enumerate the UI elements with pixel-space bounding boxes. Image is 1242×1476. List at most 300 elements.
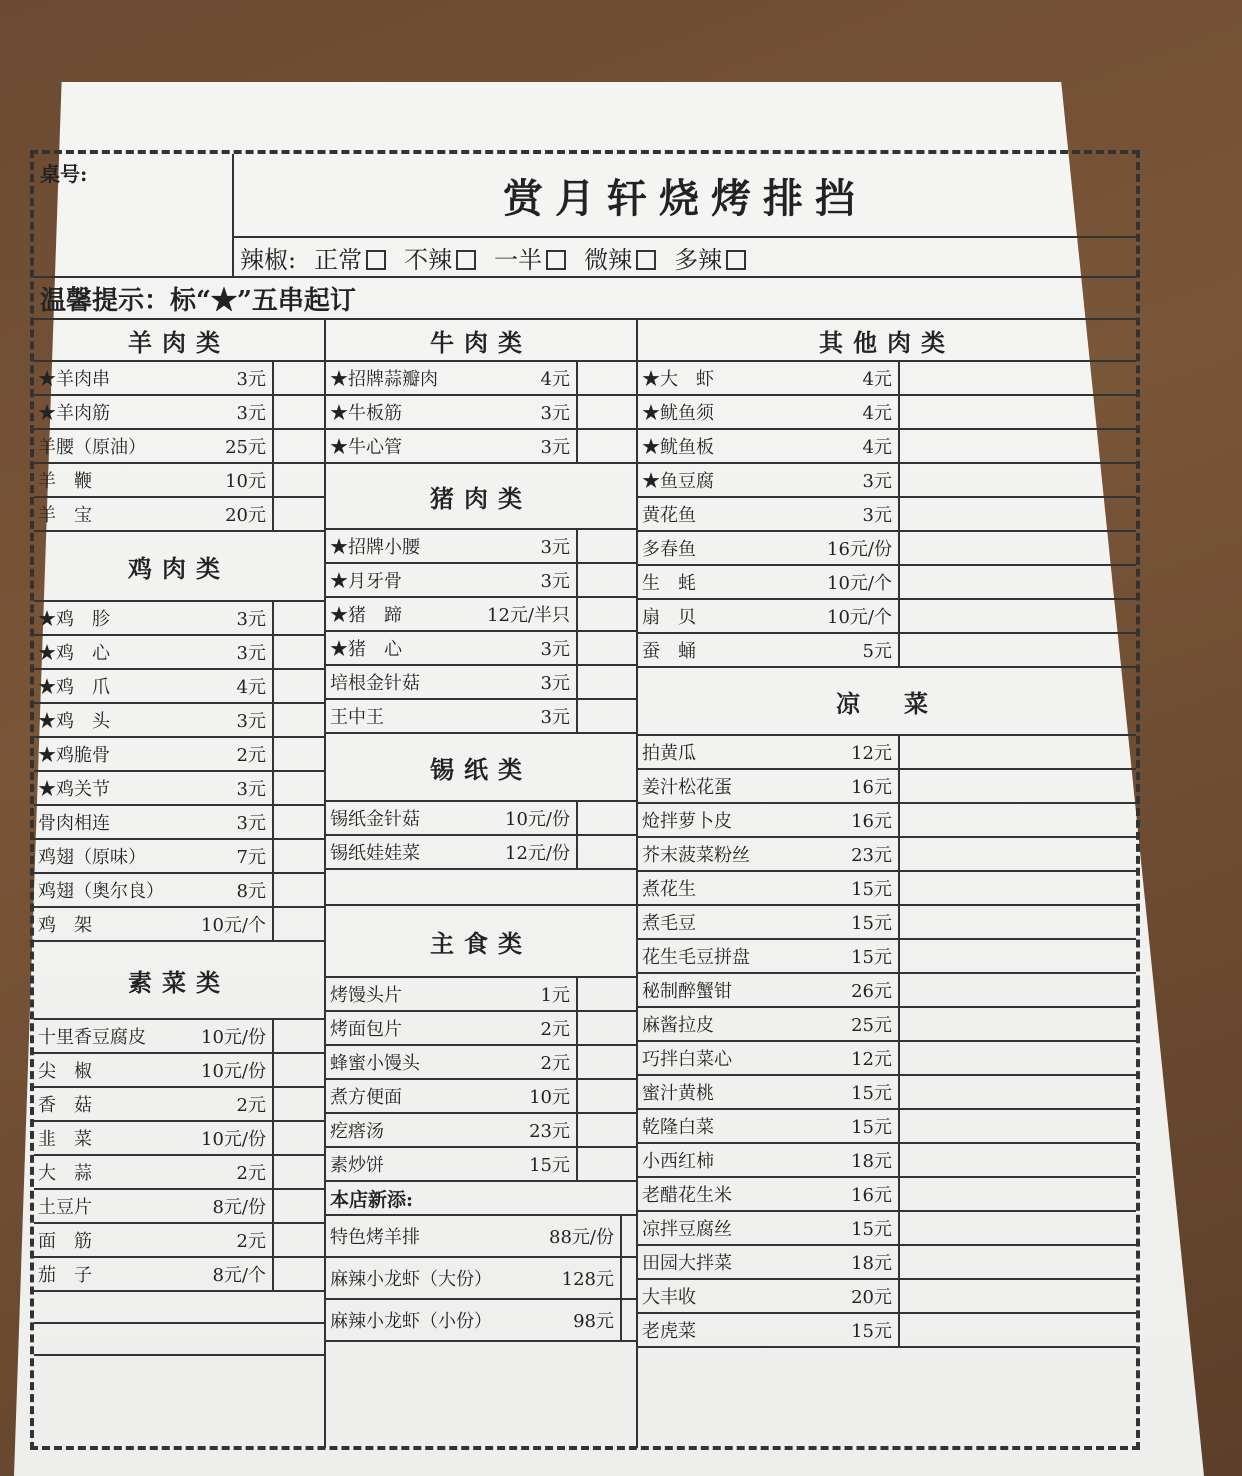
menu-item-row [326,1046,636,1080]
menu-item-price: 4元 [540,369,570,390]
menu-item-row [34,1054,324,1088]
menu-item-price: 3元 [236,711,266,732]
quantity-box[interactable] [576,564,636,596]
menu-item-name: ★猪 心 [330,639,402,660]
quantity-box[interactable] [576,802,636,834]
quantity-box[interactable] [272,772,324,804]
menu-item-name: 香 菇 [38,1095,92,1116]
menu-item-name: ★鱼豆腐 [642,471,714,492]
menu-item-price: 15元 [851,1219,892,1240]
menu-item-row [638,566,1136,600]
menu-item-row [638,804,1136,838]
menu-item-price: 15元 [851,947,892,968]
quantity-box[interactable] [898,362,1136,394]
menu-item-name: 小西红柿 [642,1151,714,1172]
quantity-box[interactable] [272,396,324,428]
table-number-label: 桌号: [40,162,88,186]
menu-columns [34,320,1136,1448]
menu-item-price: 2元 [236,1231,266,1252]
menu-item-price: 8元/份 [212,1197,266,1218]
quantity-box[interactable] [576,666,636,698]
quantity-box[interactable] [272,908,324,940]
menu-item-name: 麻酱拉皮 [642,1015,714,1036]
quantity-box[interactable] [620,1300,636,1340]
blank-row [34,1292,324,1324]
menu-item-price: 10元/份 [201,1061,266,1082]
menu-item-name: 煮花生 [642,879,696,900]
menu-item-price: 12元/半只 [487,605,570,626]
menu-item-row [326,666,636,700]
menu-item-price: 23元 [529,1121,570,1142]
quantity-box[interactable] [898,1246,1136,1278]
menu-item-name: 素炒饼 [330,1155,384,1176]
menu-item-row [638,940,1136,974]
menu-item-price: 15元 [529,1155,570,1176]
spice-label: 辣椒: [240,245,297,274]
menu-item-price: 15元 [851,1117,892,1138]
menu-item-name: 煮方便面 [330,1087,402,1108]
menu-item-row [638,906,1136,940]
quantity-box[interactable] [576,978,636,1010]
quantity-box[interactable] [898,430,1136,462]
blank-row [34,1324,324,1356]
section-title: 锡纸类 [326,734,636,802]
menu-item-row [34,1020,324,1054]
menu-item-price: 15元 [851,1083,892,1104]
spice-option-mild[interactable]: 微辣 [584,240,656,275]
spice-option-normal[interactable]: 正常 [314,240,386,275]
menu-item-row [326,1080,636,1114]
quantity-box[interactable] [898,736,1136,768]
menu-item-name: 烤面包片 [330,1019,402,1040]
menu-item-price: 18元 [851,1151,892,1172]
quantity-box[interactable] [898,1144,1136,1176]
menu-item-row [34,806,324,840]
menu-item-name: ★鸡关节 [38,779,110,800]
menu-item-price: 25元 [851,1015,892,1036]
menu-item-name: ★鱿鱼板 [642,437,714,458]
quantity-box[interactable] [898,498,1136,530]
quantity-box[interactable] [576,1114,636,1146]
menu-item-price: 23元 [851,845,892,866]
menu-form [30,150,1140,1450]
menu-item-row [638,396,1136,430]
menu-item-row [638,532,1136,566]
menu-item-row [638,736,1136,770]
menu-item-name: 烤馒头片 [330,985,402,1006]
quantity-box[interactable] [620,1258,636,1298]
menu-item-price: 3元 [236,643,266,664]
quantity-box[interactable] [898,464,1136,496]
menu-item-row [638,362,1136,396]
notice-banner: 温馨提示：标“★”五串起订 [34,278,1136,320]
quantity-box[interactable] [898,396,1136,428]
menu-item-row [638,1280,1136,1314]
quantity-box[interactable] [272,1156,324,1188]
menu-item-row [34,874,324,908]
menu-item-price: 10元/份 [505,809,570,830]
menu-item-price: 3元 [540,537,570,558]
menu-item-row [326,1148,636,1182]
menu-item-price: 3元 [540,673,570,694]
menu-item-name: ★鸡脆骨 [38,745,110,766]
quantity-box[interactable] [272,464,324,496]
menu-item-row [34,636,324,670]
menu-item-name: 芥末菠菜粉丝 [642,845,750,866]
menu-item-name: 蜜汁黄桃 [642,1083,714,1104]
menu-item-name: 乾隆白菜 [642,1117,714,1138]
quantity-box[interactable] [272,738,324,770]
quantity-box[interactable] [272,1258,324,1290]
menu-item-price: 15元 [851,1321,892,1342]
menu-item-row [326,802,636,836]
quantity-box[interactable] [620,1216,636,1256]
section-title: 猪肉类 [326,464,636,530]
menu-item-name: 骨肉相连 [38,813,110,834]
menu-item-name: 鸡翅（奥尔良） [38,881,164,902]
menu-item-name: 锡纸金针菇 [330,809,420,830]
menu-item-name: 羊 鞭 [38,471,92,492]
menu-item-row [326,564,636,598]
quantity-box[interactable] [272,1190,324,1222]
menu-item-price: 15元 [851,913,892,934]
menu-item-row [638,838,1136,872]
menu-item-price: 3元 [236,403,266,424]
menu-item-name: ★羊肉串 [38,369,110,390]
spice-level-row [234,238,1136,276]
menu-item-price: 15元 [851,879,892,900]
menu-item-name: 大丰收 [642,1287,696,1308]
quantity-box[interactable] [272,806,324,838]
menu-item-row [638,1076,1136,1110]
menu-item-row [34,396,324,430]
quantity-box[interactable] [576,632,636,664]
menu-item-name: 尖 椒 [38,1061,92,1082]
quantity-box[interactable] [898,940,1136,972]
menu-item-price: 8元 [236,881,266,902]
menu-item-name: ★月牙骨 [330,571,402,592]
menu-item-row [638,1246,1136,1280]
menu-item-row [34,362,324,396]
menu-item-price: 88元/份 [549,1227,614,1248]
quantity-box[interactable] [898,1110,1136,1142]
menu-item-name: 王中王 [330,707,384,728]
restaurant-title: 赏月轩烧烤排挡 [234,154,1136,238]
quantity-box[interactable] [576,530,636,562]
menu-item-row [34,1088,324,1122]
menu-item-price: 20元 [851,1287,892,1308]
menu-item-price: 3元 [236,609,266,630]
quantity-box[interactable] [898,634,1136,666]
quantity-box[interactable] [272,840,324,872]
menu-item-price: 7元 [236,847,266,868]
menu-item-price: 16元 [851,811,892,832]
menu-item-row [326,1258,636,1300]
new-items-label: 本店新添: [326,1182,636,1216]
menu-item-price: 4元 [862,403,892,424]
menu-item-row [34,1258,324,1292]
menu-item-name: ★牛板筋 [330,403,402,424]
menu-item-name: 鸡 架 [38,915,92,936]
menu-item-price: 10元/份 [201,1129,266,1150]
menu-item-name: 多春鱼 [642,539,696,560]
menu-item-row [326,1216,636,1258]
menu-item-price: 5元 [862,641,892,662]
quantity-box[interactable] [576,1012,636,1044]
menu-item-row [326,430,636,464]
menu-item-row [638,770,1136,804]
quantity-box[interactable] [272,670,324,702]
menu-item-row [638,1178,1136,1212]
menu-item-row [326,598,636,632]
menu-item-price: 3元 [862,471,892,492]
menu-item-row [34,1122,324,1156]
menu-item-row [326,1300,636,1342]
table-number-field[interactable] [34,154,234,276]
menu-item-name: 黄花鱼 [642,505,696,526]
quantity-box[interactable] [576,1046,636,1078]
menu-item-row [34,908,324,942]
menu-item-price: 3元 [236,369,266,390]
menu-item-price: 3元 [540,571,570,592]
menu-item-row [34,670,324,704]
menu-item-name: ★招牌蒜瓣肉 [330,369,438,390]
menu-item-name: 花生毛豆拼盘 [642,947,750,968]
quantity-box[interactable] [898,1042,1136,1074]
spice-option-extra[interactable]: 多辣 [674,240,746,275]
menu-item-price: 18元 [851,1253,892,1274]
menu-item-row [638,430,1136,464]
menu-item-row [638,600,1136,634]
quantity-box[interactable] [272,874,324,906]
menu-item-row [638,872,1136,906]
menu-item-row [34,704,324,738]
menu-item-row [34,1190,324,1224]
menu-item-row [638,1314,1136,1348]
menu-item-row [326,530,636,564]
section-title: 鸡肉类 [34,532,324,602]
menu-item-price: 2元 [540,1053,570,1074]
menu-item-name: ★牛心管 [330,437,402,458]
quantity-box[interactable] [898,1076,1136,1108]
menu-item-price: 26元 [851,981,892,1002]
menu-item-row [326,978,636,1012]
menu-item-row [326,362,636,396]
blank-row [326,870,636,906]
menu-item-row [638,974,1136,1008]
menu-item-row [638,1042,1136,1076]
menu-item-price: 16元/份 [827,539,892,560]
quantity-box[interactable] [576,1148,636,1180]
menu-item-price: 3元 [540,707,570,728]
menu-item-row [34,840,324,874]
menu-item-price: 3元 [540,403,570,424]
menu-item-name: ★鸡 胗 [38,609,110,630]
section-title: 牛肉类 [326,320,636,362]
quantity-box[interactable] [272,636,324,668]
menu-item-row [326,836,636,870]
quantity-box[interactable] [272,704,324,736]
menu-item-name: 秘制醉蟹钳 [642,981,732,1002]
quantity-box[interactable] [898,872,1136,904]
spice-option-none[interactable]: 不辣 [404,240,476,275]
menu-item-row [326,1012,636,1046]
menu-item-name: ★猪 蹄 [330,605,402,626]
menu-item-row [638,1212,1136,1246]
quantity-box[interactable] [898,906,1136,938]
quantity-box[interactable] [898,838,1136,870]
menu-item-row [34,602,324,636]
quantity-box[interactable] [272,602,324,634]
menu-item-price: 4元 [236,677,266,698]
menu-item-name: 疙瘩汤 [330,1121,384,1142]
quantity-box[interactable] [898,1008,1136,1040]
menu-item-name: ★鱿鱼须 [642,403,714,424]
menu-item-name: 巧拌白菜心 [642,1049,732,1070]
menu-item-name: ★羊肉筋 [38,403,110,424]
menu-item-price: 2元 [540,1019,570,1040]
menu-item-price: 25元 [225,437,266,458]
quantity-box[interactable] [272,1020,324,1052]
menu-item-price: 10元/个 [201,915,266,936]
menu-item-name: 土豆片 [38,1197,92,1218]
menu-item-name: ★招牌小腰 [330,537,420,558]
quantity-box[interactable] [898,804,1136,836]
quantity-box[interactable] [576,700,636,732]
menu-item-price: 10元/份 [201,1027,266,1048]
menu-item-price: 3元 [236,813,266,834]
menu-item-row [638,1008,1136,1042]
menu-item-row [34,772,324,806]
menu-item-price: 3元 [236,779,266,800]
quantity-box[interactable] [576,396,636,428]
menu-item-price: 12元 [851,743,892,764]
quantity-box[interactable] [898,532,1136,564]
menu-item-name: 鸡翅（原味） [38,847,146,868]
menu-item-name: ★鸡 头 [38,711,110,732]
quantity-box[interactable] [898,1280,1136,1312]
menu-column-2 [326,320,638,1448]
quantity-box[interactable] [576,430,636,462]
menu-item-row [34,498,324,532]
menu-item-row [326,1114,636,1148]
quantity-box[interactable] [272,1054,324,1086]
menu-item-name: 老虎菜 [642,1321,696,1342]
quantity-box[interactable] [272,362,324,394]
quantity-box[interactable] [272,430,324,462]
quantity-box[interactable] [576,1080,636,1112]
quantity-box[interactable] [898,974,1136,1006]
menu-item-row [638,634,1136,668]
menu-item-name: 凉拌豆腐丝 [642,1219,732,1240]
quantity-box[interactable] [272,1088,324,1120]
section-title: 主食类 [326,906,636,978]
menu-item-name: 蚕 蛹 [642,641,696,662]
menu-item-name: 培根金针菇 [330,673,420,694]
quantity-box[interactable] [272,1224,324,1256]
quantity-box[interactable] [898,566,1136,598]
menu-item-name: 姜汁松花蛋 [642,777,732,798]
menu-item-price: 2元 [236,1095,266,1116]
menu-item-price: 3元 [540,437,570,458]
menu-item-name: 田园大拌菜 [642,1253,732,1274]
menu-item-row [34,1224,324,1258]
menu-item-row [34,464,324,498]
menu-item-name: 大 蒜 [38,1163,92,1184]
menu-column-3 [638,320,1136,1448]
menu-item-price: 4元 [862,369,892,390]
section-title: 其他肉类 [638,320,1136,362]
menu-item-row [34,1156,324,1190]
section-title: 羊肉类 [34,320,324,362]
menu-item-row [638,1144,1136,1178]
menu-item-name: 生 蚝 [642,573,696,594]
menu-item-price: 10元/个 [827,573,892,594]
quantity-box[interactable] [898,1314,1136,1346]
quantity-box[interactable] [898,1212,1136,1244]
menu-item-name: ★鸡 爪 [38,677,110,698]
menu-item-price: 1元 [540,985,570,1006]
menu-item-name: 老醋花生米 [642,1185,732,1206]
quantity-box[interactable] [576,598,636,630]
menu-item-name: 羊 宝 [38,505,92,526]
menu-item-row [326,396,636,430]
menu-item-price: 3元 [540,639,570,660]
menu-item-row [34,738,324,772]
menu-item-price: 10元 [225,471,266,492]
menu-item-price: 128元 [561,1269,614,1290]
menu-item-row [638,1110,1136,1144]
menu-item-price: 20元 [225,505,266,526]
quantity-box[interactable] [576,836,636,868]
quantity-box[interactable] [898,770,1136,802]
menu-item-name: 麻辣小龙虾（大份） [330,1269,492,1290]
section-title: 素菜类 [34,942,324,1020]
menu-item-price: 4元 [862,437,892,458]
menu-item-name: 羊腰（原油） [38,437,146,458]
section-title: 凉 菜 [638,668,1136,736]
menu-item-price: 16元 [851,1185,892,1206]
menu-item-price: 2元 [236,1163,266,1184]
quantity-box[interactable] [898,600,1136,632]
menu-item-name: 麻辣小龙虾（小份） [330,1311,492,1332]
menu-item-name: 拍黄瓜 [642,743,696,764]
menu-item-name: 锡纸娃娃菜 [330,843,420,864]
menu-item-name: 煮毛豆 [642,913,696,934]
quantity-box[interactable] [272,1122,324,1154]
menu-item-price: 10元 [529,1087,570,1108]
menu-item-name: 茄 子 [38,1265,92,1286]
menu-item-price: 2元 [236,745,266,766]
menu-item-name: 特色烤羊排 [330,1227,420,1248]
menu-item-price: 12元 [851,1049,892,1070]
quantity-box[interactable] [576,362,636,394]
menu-item-row [326,700,636,734]
menu-item-row [326,632,636,666]
menu-item-price: 16元 [851,777,892,798]
menu-column-1 [34,320,326,1448]
menu-item-price: 8元/个 [212,1265,266,1286]
quantity-box[interactable] [898,1178,1136,1210]
spice-option-half[interactable]: 一半 [494,240,566,275]
menu-item-price: 12元/份 [505,843,570,864]
quantity-box[interactable] [272,498,324,530]
menu-item-name: 韭 菜 [38,1129,92,1150]
menu-item-price: 10元/个 [827,607,892,628]
menu-item-name: ★鸡 心 [38,643,110,664]
menu-item-name: 面 筋 [38,1231,92,1252]
menu-header [34,154,1136,278]
